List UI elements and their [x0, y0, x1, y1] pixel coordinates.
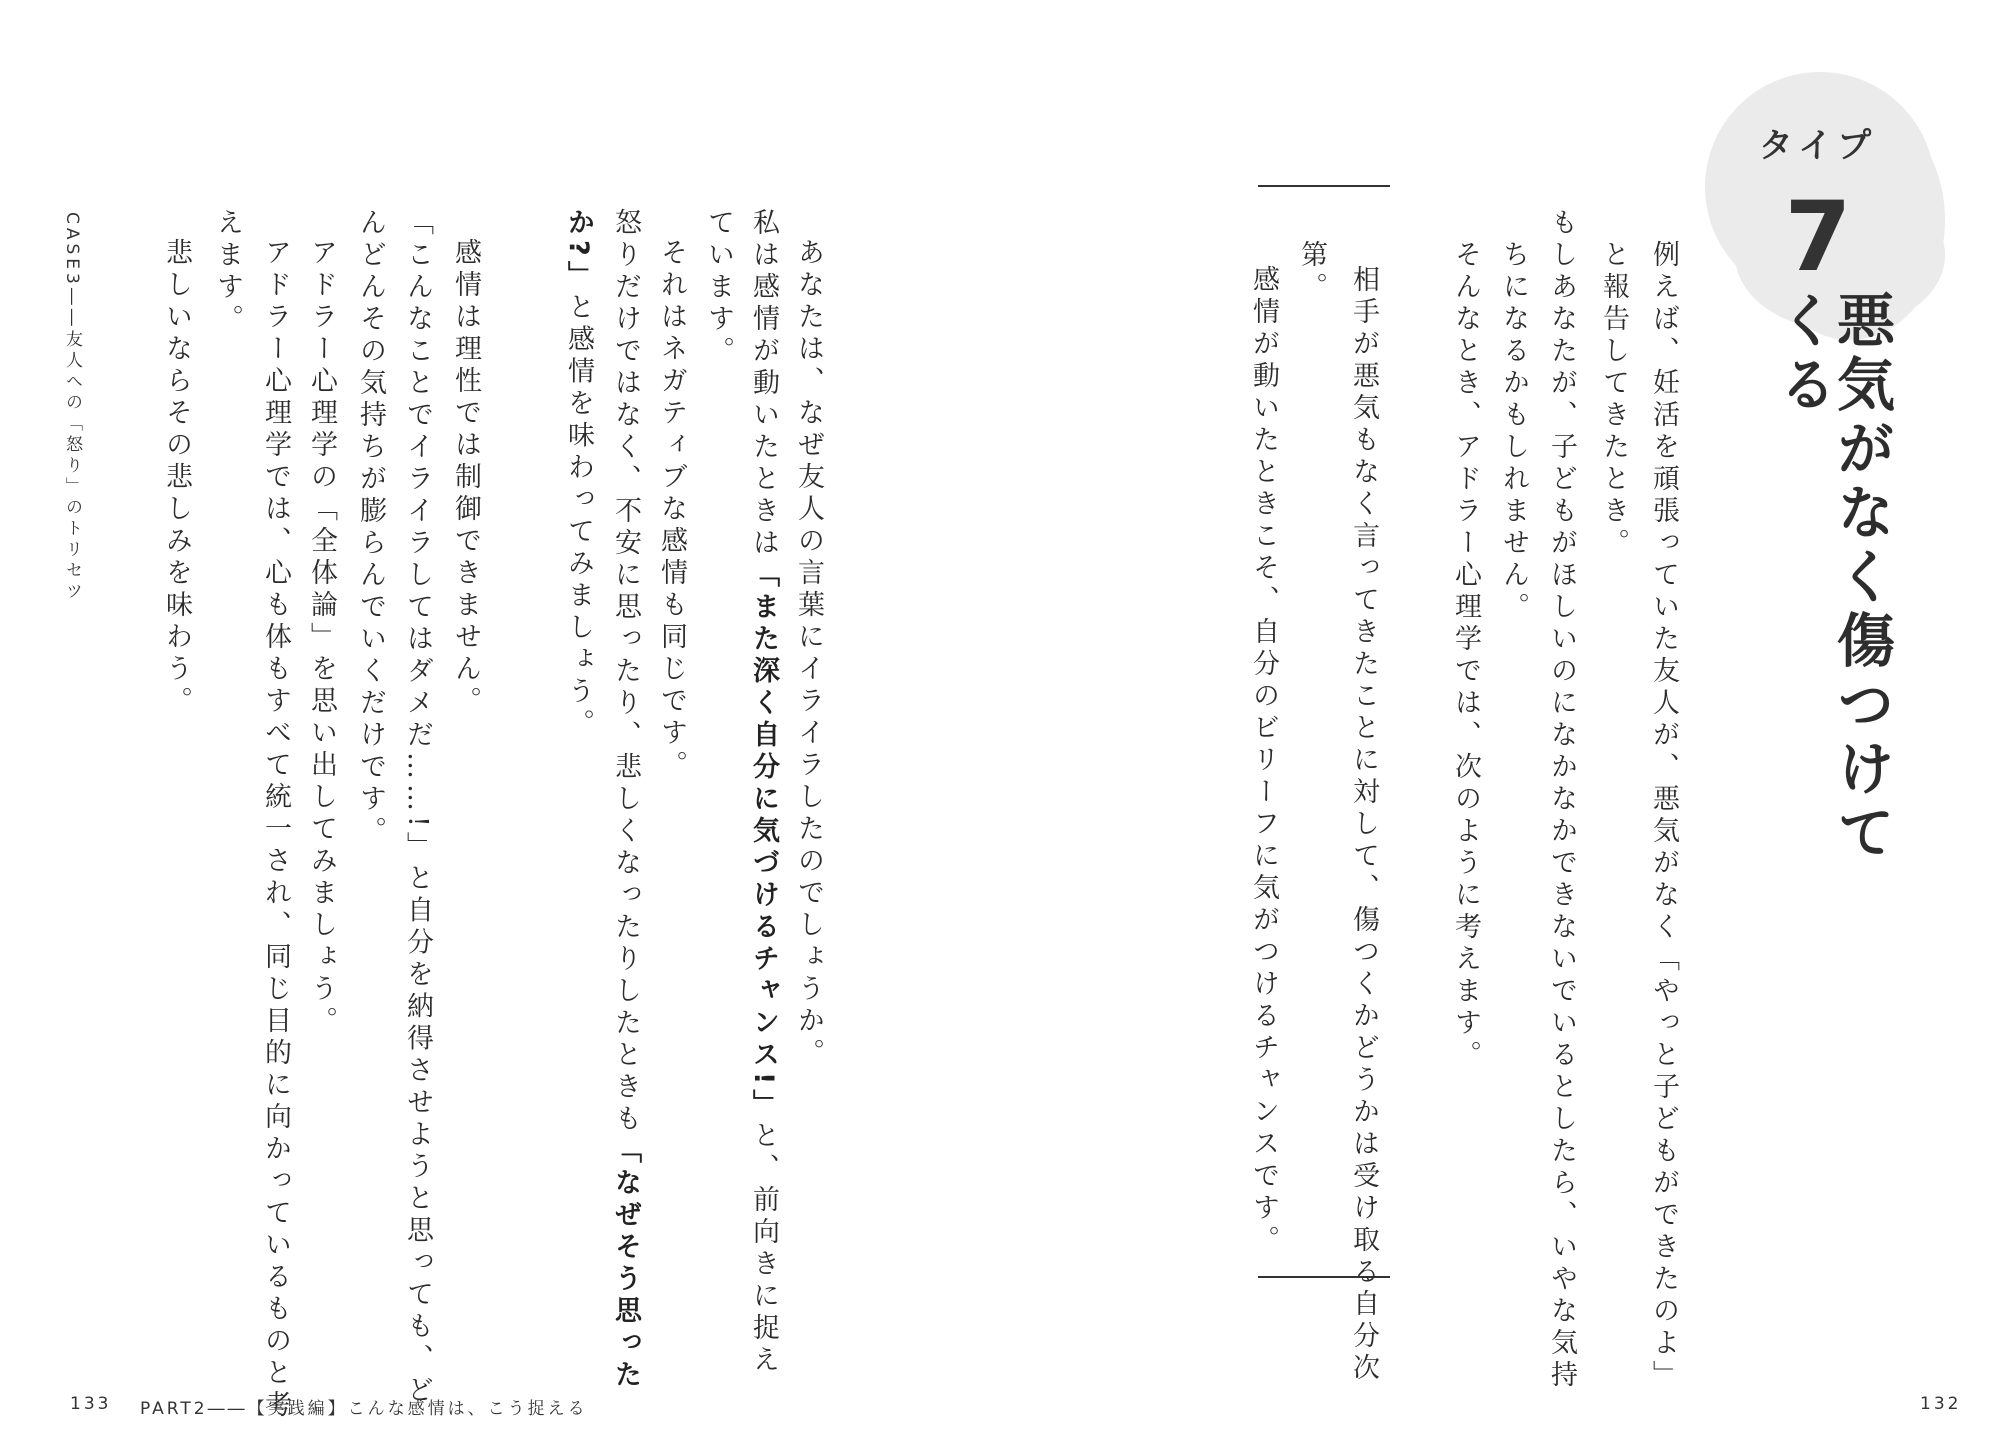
- text-column: [308, 238, 335, 1038]
- text-column: [612, 208, 639, 1392]
- text-column: [565, 208, 592, 741]
- text-segment: あなたは、なぜ友人の言葉にイライラしたのでしょうか。: [793, 238, 824, 1070]
- text-segment: そんなとき、アドラー心理学では、次のように考えます。: [1450, 240, 1481, 1072]
- text-column: [705, 208, 732, 368]
- text-segment: アドラー心理学の「全体論」を思い出してみましょう。: [306, 238, 337, 1038]
- text-segment: えます。: [212, 208, 243, 336]
- text-column: [1600, 240, 1627, 560]
- text-segment: 怒りだけではなく、不安に思ったり、悲しくなったりしたときも: [610, 208, 641, 1136]
- text-column: [163, 238, 190, 718]
- emphasis-text: 「なぜそう思った: [610, 1136, 641, 1392]
- type-number: 7: [1784, 181, 1852, 293]
- text-column: [214, 208, 241, 336]
- text-column: [1452, 240, 1479, 1072]
- running-head: CASE3――友人への「怒り」のトリセツ: [62, 212, 82, 603]
- text-column: [262, 238, 289, 1422]
- text-segment: アドラー心理学では、心も体もすべて統一され、同じ目的に向かっているものと考: [260, 238, 291, 1422]
- text-column: [1548, 208, 1575, 1392]
- text-segment: 第。: [1296, 240, 1327, 304]
- text-column: [1298, 240, 1325, 304]
- text-segment: 例えば、妊活を頑張っていた友人が、悪気がなく「やっと子どもができたのよ」: [1648, 240, 1679, 1392]
- text-segment: と、前向きに捉え: [748, 1121, 779, 1378]
- footer-part-title: PART2――【実践編】こんな感情は、こう捉える: [140, 1399, 588, 1419]
- type-label: タイプ: [1758, 126, 1878, 166]
- text-column: [1650, 240, 1677, 1392]
- text-segment: ています。: [703, 208, 734, 368]
- callout-top-rule: [1258, 185, 1390, 187]
- text-segment: 感情が動いたときこそ、自分のビリーフに気がつけるチャンスです。: [1248, 265, 1279, 1257]
- text-segment: と感情を味わってみましょう。: [563, 292, 594, 741]
- emphasis-text: か?」: [563, 208, 594, 293]
- text-column: [1250, 265, 1277, 1257]
- text-column: [658, 238, 685, 782]
- page-number-right: 132: [1920, 1394, 1962, 1414]
- section-title: 悪気がなく傷つけてくる: [1769, 290, 1895, 866]
- text-segment: 「こんなことでイライラしてはダメだ……!」と自分を納得させようと思っても、ど: [402, 208, 433, 1408]
- text-segment: と報告してきたとき。: [1598, 240, 1629, 560]
- text-segment: 私は感情が動いたときは: [748, 208, 779, 560]
- text-segment: 相手が悪気もなく言ってきたことに対して、傷つくかどうかは受け取る自分次: [1348, 265, 1379, 1385]
- text-column: [357, 208, 384, 848]
- text-column: [795, 238, 822, 1070]
- page-number-left: 133: [70, 1394, 112, 1414]
- type-heading: [1718, 118, 1918, 293]
- text-column: [404, 208, 431, 1408]
- text-segment: ちになるかもしれません。: [1498, 240, 1529, 624]
- emphasis-text: 「また深く自分に気づけるチャンス!」: [748, 560, 779, 1122]
- text-segment: 悲しいならその悲しみを味わう。: [161, 238, 192, 718]
- text-segment: それはネガティブな感情も同じです。: [656, 238, 687, 782]
- text-column: [750, 208, 777, 1377]
- text-segment: んどんその気持ちが膨らんでいくだけです。: [355, 208, 386, 848]
- text-segment: もしあなたが、子どもがほしいのになかなかできないでいるとしたら、いやな気持: [1546, 208, 1577, 1392]
- text-column: [1500, 240, 1527, 624]
- text-segment: 感情は理性では制御できません。: [450, 238, 481, 718]
- text-column: [1350, 265, 1377, 1385]
- text-column: [452, 238, 479, 718]
